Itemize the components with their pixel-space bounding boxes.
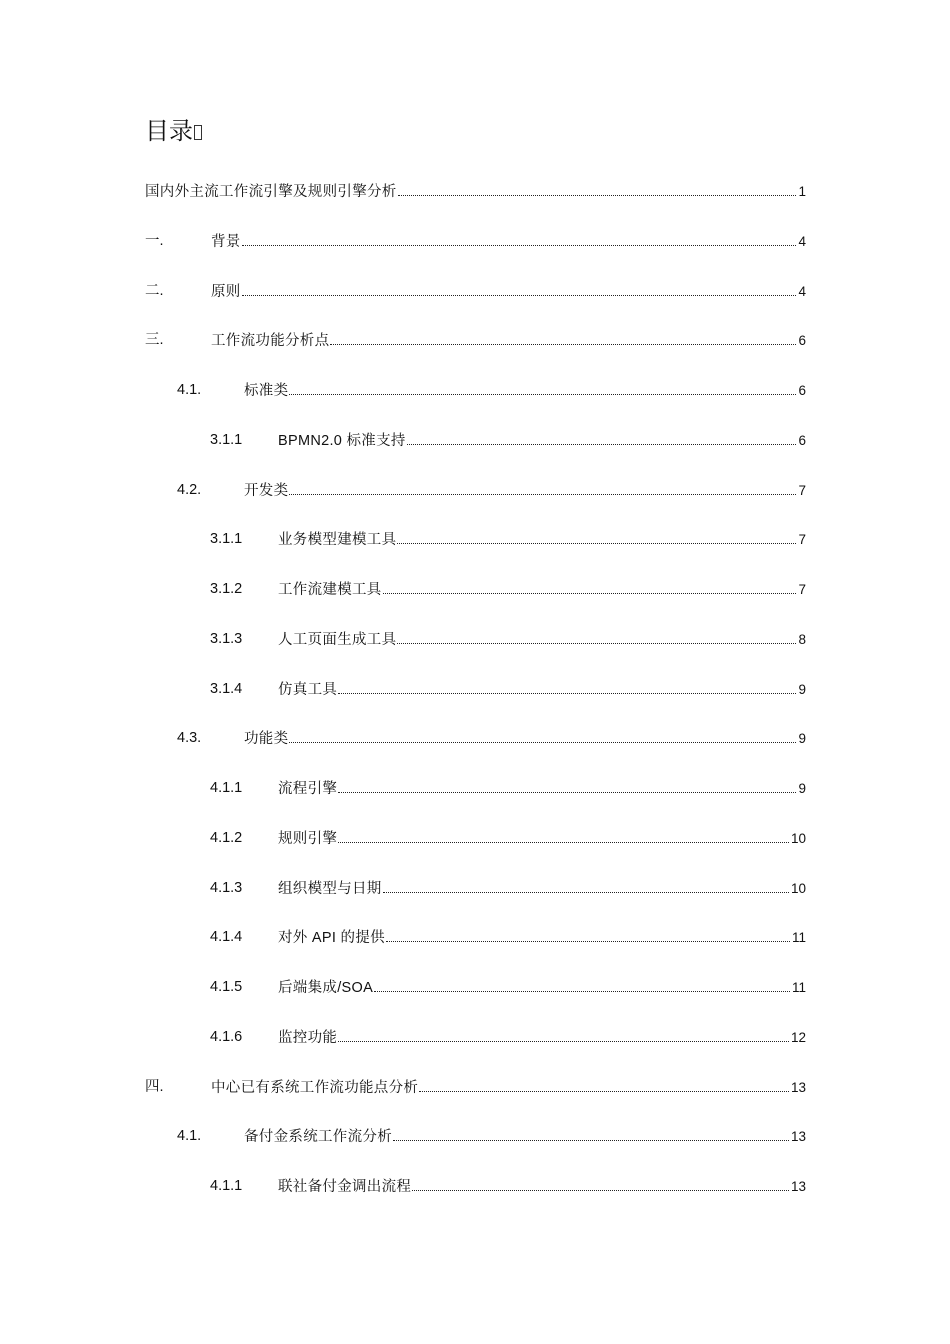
toc-entry-page-number: 11 — [791, 930, 806, 945]
toc-entry-number: 4.1.1 — [210, 1178, 243, 1194]
toc-entry-number: 二. — [145, 283, 164, 299]
toc-entry-page-number: 6 — [798, 383, 806, 398]
toc-entry-title[interactable]: 业务模型建模工具 — [278, 532, 397, 548]
toc-entry-number: 4.1.6 — [210, 1029, 243, 1045]
toc-entry[interactable] — [145, 926, 806, 948]
toc-entry[interactable] — [145, 379, 806, 401]
toc-entry-number: 4.1.4 — [210, 929, 243, 945]
toc-entry-title[interactable]: 工作流建模工具 — [278, 582, 382, 598]
toc-dot-leader — [383, 877, 789, 893]
toc-entry-number: 3.1.1 — [210, 432, 243, 448]
toc-dot-leader — [397, 528, 796, 544]
toc-entry-number: 4.1.3 — [210, 880, 243, 896]
toc-entry[interactable] — [145, 578, 806, 600]
toc-entry[interactable] — [145, 777, 806, 799]
toc-entry-page-number: 7 — [798, 483, 806, 498]
toc-dot-leader — [338, 678, 796, 694]
toc-entry-title[interactable]: 中心已有系统工作流功能点分析 — [211, 1080, 419, 1096]
toc-entry-title[interactable]: BPMN2.0 标准支持 — [278, 433, 406, 449]
toc-entry-number: 4.3. — [177, 730, 202, 746]
toc-entry[interactable] — [145, 628, 806, 650]
toc-entry[interactable] — [145, 280, 806, 302]
toc-entry-page-number: 11 — [791, 980, 806, 995]
toc-dot-leader — [407, 429, 797, 445]
toc-entry-title[interactable]: 功能类 — [244, 731, 289, 747]
toc-entry[interactable] — [145, 976, 806, 998]
toc-entry[interactable] — [145, 678, 806, 700]
toc-entry-number: 4.1.2 — [210, 830, 243, 846]
toc-dot-leader — [338, 1026, 789, 1042]
toc-entry[interactable] — [145, 1175, 806, 1197]
toc-entry-number: 4.1. — [177, 382, 202, 398]
toc-entry-page-number: 4 — [798, 234, 806, 249]
toc-entry-title[interactable]: 组织模型与日期 — [278, 881, 382, 897]
toc-entry-title[interactable]: 原则 — [211, 284, 241, 300]
toc-entry-number: 3.1.4 — [210, 681, 243, 697]
toc-entry-number: 一. — [145, 233, 164, 249]
toc-entry-number: 三. — [145, 332, 164, 348]
toc-entry-title[interactable]: 开发类 — [244, 483, 289, 499]
toc-dot-leader — [393, 1125, 789, 1141]
toc-entry[interactable] — [145, 877, 806, 899]
toc-entry[interactable] — [145, 180, 806, 202]
toc-entry-number: 4.2. — [177, 482, 202, 498]
toc-entry-page-number: 10 — [790, 881, 806, 896]
toc-entry-title[interactable]: 国内外主流工作流引擎及规则引擎分析 — [145, 184, 397, 200]
toc-entry[interactable] — [145, 479, 806, 501]
toc-entry-page-number: 6 — [798, 333, 806, 348]
toc-dot-leader — [289, 379, 796, 395]
toc-entry-page-number: 7 — [798, 532, 806, 547]
toc-dot-leader — [242, 280, 797, 296]
toc-entry-number: 3.1.3 — [210, 631, 243, 647]
toc-entry-page-number: 13 — [790, 1179, 806, 1194]
toc-dot-leader — [412, 1175, 789, 1191]
toc-entry-title[interactable]: 工作流功能分析点 — [211, 333, 330, 349]
toc-entry-page-number: 9 — [798, 731, 806, 746]
toc-entry-title[interactable]: 仿真工具 — [278, 682, 338, 698]
toc-entry-number: 四. — [145, 1079, 164, 1095]
toc-entry-page-number: 9 — [798, 682, 806, 697]
toc-entry-page-number: 6 — [798, 433, 806, 448]
toc-entry[interactable] — [145, 1026, 806, 1048]
toc-entry-title[interactable]: 标准类 — [244, 383, 289, 399]
toc-entry-title[interactable]: 规则引擎 — [278, 831, 338, 847]
toc-entry[interactable] — [145, 1076, 806, 1098]
toc-entry-title[interactable]: 后端集成/SOA — [278, 980, 374, 996]
toc-entry-page-number: 1 — [798, 184, 806, 199]
toc-entry-title[interactable]: 流程引擎 — [278, 781, 338, 797]
field-code-marker — [194, 125, 202, 140]
toc-dot-leader — [386, 926, 790, 942]
toc-entry-page-number: 4 — [798, 284, 806, 299]
toc-entry[interactable] — [145, 329, 806, 351]
toc-entry[interactable] — [145, 1125, 806, 1147]
toc-entry[interactable] — [145, 429, 806, 451]
toc-entry-page-number: 12 — [790, 1030, 806, 1045]
toc-dot-leader — [338, 777, 796, 793]
toc-entry-page-number: 13 — [790, 1080, 806, 1095]
toc-dot-leader — [338, 827, 789, 843]
toc-entry-page-number: 9 — [798, 781, 806, 796]
toc-entry-number: 4.1.1 — [210, 780, 243, 796]
toc-entry-page-number: 7 — [798, 582, 806, 597]
toc-dot-leader — [397, 628, 796, 644]
toc-dot-leader — [289, 727, 796, 743]
toc-entry-title[interactable]: 联社备付金调出流程 — [278, 1179, 412, 1195]
toc-dot-leader — [398, 180, 797, 196]
toc-entry-title[interactable]: 人工页面生成工具 — [278, 632, 397, 648]
toc-dot-leader — [374, 976, 790, 992]
toc-entry-title[interactable]: 背景 — [211, 234, 241, 250]
page-title — [145, 116, 202, 146]
toc-entry-number: 4.1. — [177, 1128, 202, 1144]
toc-entry-title[interactable]: 备付金系统工作流分析 — [244, 1129, 392, 1145]
toc-entry-number: 3.1.1 — [210, 531, 243, 547]
toc-dot-leader — [419, 1076, 789, 1092]
toc-entry-page-number: 10 — [790, 831, 806, 846]
toc-entry-number: 4.1.5 — [210, 979, 243, 995]
toc-entry-title[interactable]: 监控功能 — [278, 1030, 338, 1046]
toc-dot-leader — [289, 479, 796, 495]
toc-entry-number: 3.1.2 — [210, 581, 243, 597]
title-text: 目录 — [145, 117, 193, 145]
toc-entry[interactable] — [145, 827, 806, 849]
toc-entry[interactable] — [145, 727, 806, 749]
toc-dot-leader — [383, 578, 797, 594]
toc-entry-title[interactable]: 对外 API 的提供 — [278, 930, 385, 946]
toc-dot-leader — [330, 329, 796, 345]
toc-entry-page-number: 8 — [798, 632, 806, 647]
toc-entry-page-number: 13 — [790, 1129, 806, 1144]
toc-dot-leader — [242, 230, 797, 246]
toc-entry[interactable] — [145, 528, 806, 550]
toc-entry[interactable] — [145, 230, 806, 252]
